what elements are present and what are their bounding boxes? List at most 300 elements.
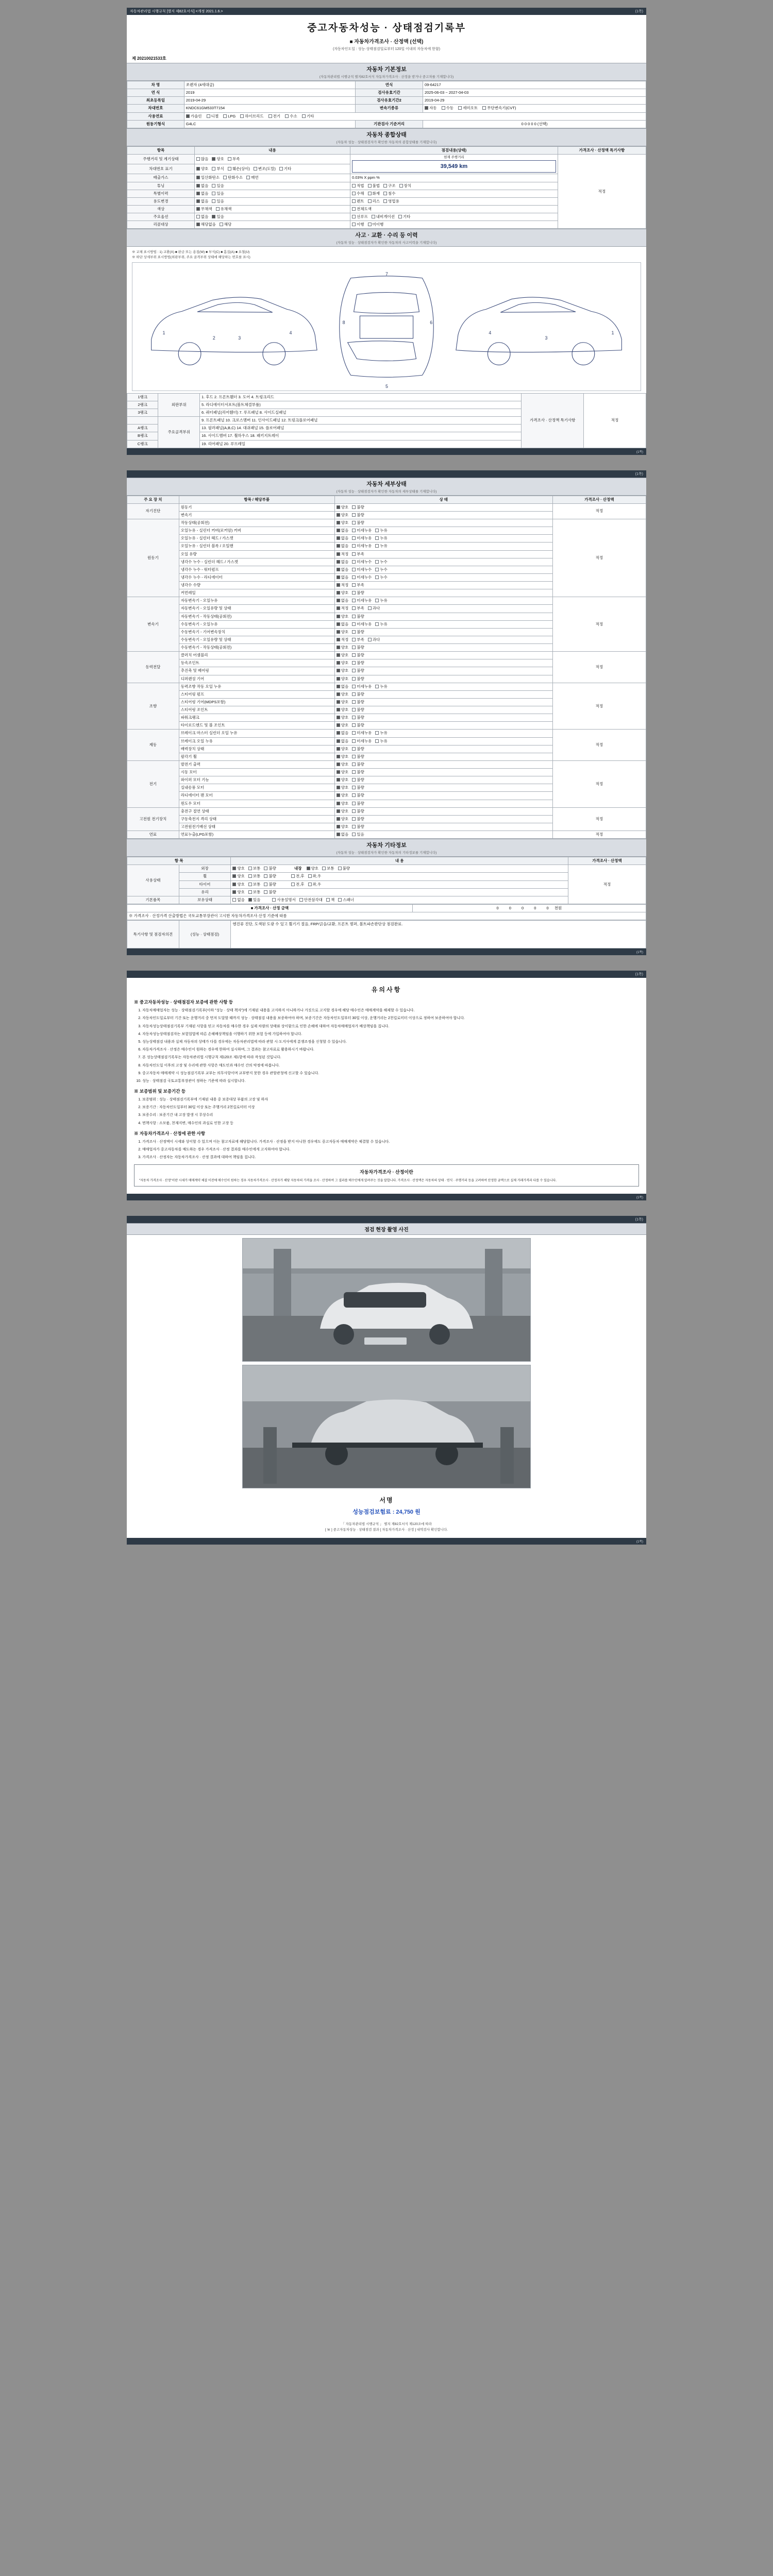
checkbox-icon[interactable]	[375, 575, 379, 579]
checkbox-icon[interactable]	[352, 817, 356, 821]
checkbox-icon[interactable]	[352, 747, 356, 751]
detail-option[interactable]	[352, 809, 364, 814]
detail-option[interactable]	[375, 567, 388, 572]
detail-state[interactable]	[334, 792, 552, 800]
detail-state[interactable]	[334, 760, 552, 768]
checkbox-icon[interactable]	[352, 677, 356, 681]
other-value-equipment[interactable]: 없음 있음 사용설명서 안전삼각대 잭 스패너	[231, 896, 568, 904]
table-row	[127, 760, 646, 768]
detail-option[interactable]	[352, 536, 372, 541]
checkbox-icon[interactable]	[352, 505, 356, 509]
detail-option[interactable]	[337, 715, 349, 720]
detail-state[interactable]	[334, 589, 552, 597]
row-recall-detail[interactable]: 이행 미이행	[350, 221, 558, 229]
detail-option[interactable]	[375, 536, 388, 541]
checkbox-icon[interactable]	[337, 825, 340, 828]
detail-state[interactable]	[334, 714, 552, 722]
detail-state[interactable]	[334, 823, 552, 831]
detail-option[interactable]	[352, 747, 364, 752]
detail-option[interactable]	[352, 684, 372, 689]
checkbox-icon[interactable]	[337, 646, 340, 649]
detail-state[interactable]	[334, 722, 552, 730]
detail-option[interactable]	[375, 575, 388, 580]
checkbox-icon[interactable]	[337, 778, 340, 782]
checkbox-icon[interactable]	[352, 802, 356, 805]
detail-option[interactable]	[337, 707, 349, 713]
checkbox-icon[interactable]	[352, 615, 356, 618]
opt-trans-semi[interactable]: 세미오토	[458, 106, 478, 111]
row-options-detail[interactable]: 선루프 내비게이션 기타	[350, 213, 558, 221]
row-tuning-content[interactable]: 없음 있음	[194, 182, 350, 190]
detail-option[interactable]	[375, 544, 388, 549]
price-header: ■ 가격조사 · 산정 금액	[127, 904, 413, 912]
checkbox-icon[interactable]	[352, 669, 356, 672]
detail-option[interactable]	[352, 707, 364, 713]
opt-fuel-hydrogen[interactable]: 수소	[285, 114, 297, 119]
checkbox-icon[interactable]	[337, 770, 340, 774]
detail-option-label: 있음	[357, 832, 364, 837]
detail-option[interactable]	[337, 731, 349, 736]
detail-option[interactable]	[337, 692, 349, 697]
checkbox-icon[interactable]	[352, 583, 356, 587]
detail-option[interactable]	[352, 575, 372, 580]
detail-option[interactable]	[375, 622, 388, 627]
checkbox-icon[interactable]	[337, 809, 340, 813]
frame-part-title: 주요골격부위	[158, 417, 200, 448]
row-usechange-detail[interactable]: 렌트 리스 영업용	[350, 197, 558, 205]
detail-option[interactable]	[352, 754, 364, 759]
detail-option[interactable]	[337, 614, 349, 619]
detail-state[interactable]	[334, 737, 552, 745]
checkbox-icon[interactable]	[352, 685, 356, 688]
checkbox-icon[interactable]	[337, 630, 340, 634]
checkbox-icon[interactable]	[368, 638, 372, 641]
detail-option[interactable]	[352, 560, 372, 565]
checkbox-icon[interactable]	[352, 692, 356, 696]
checkbox-icon[interactable]	[337, 747, 340, 751]
detail-option[interactable]	[337, 660, 349, 666]
detail-state[interactable]	[334, 807, 552, 815]
detail-option[interactable]	[352, 520, 364, 526]
checkbox-icon[interactable]	[352, 793, 356, 797]
checkbox-icon[interactable]	[352, 568, 356, 571]
detail-state[interactable]	[334, 543, 552, 550]
detail-option[interactable]	[337, 777, 349, 783]
opt-fuel-gasoline[interactable]: 가솔린	[186, 114, 202, 119]
detail-option[interactable]	[352, 731, 372, 736]
detail-state[interactable]	[334, 769, 552, 776]
detail-option[interactable]	[368, 606, 380, 611]
detail-option[interactable]	[337, 824, 349, 829]
checkbox-icon[interactable]	[352, 739, 356, 743]
detail-state[interactable]	[334, 776, 552, 784]
opt-fuel-electric[interactable]: 전기	[268, 114, 281, 119]
checkbox-icon[interactable]	[375, 560, 379, 564]
checkbox-icon[interactable]	[352, 700, 356, 704]
checkbox-icon[interactable]	[352, 723, 356, 727]
detail-option[interactable]	[337, 700, 349, 705]
checkbox-icon[interactable]	[375, 568, 379, 571]
checkbox-icon[interactable]	[352, 661, 356, 665]
detail-option[interactable]	[337, 583, 349, 588]
opt-fuel-lpg[interactable]: LPG	[223, 114, 236, 119]
detail-state[interactable]	[334, 644, 552, 652]
checkbox-icon[interactable]	[352, 755, 356, 758]
detail-option-label: 불량	[357, 645, 364, 650]
checkbox-icon[interactable]	[352, 786, 356, 789]
detail-option[interactable]	[352, 777, 364, 783]
detail-option[interactable]	[337, 793, 349, 798]
checkbox-icon[interactable]	[352, 653, 356, 657]
detail-option[interactable]	[337, 606, 349, 611]
detail-option[interactable]	[375, 684, 388, 689]
row-color-label: 색상	[127, 205, 195, 213]
car-diagram[interactable]	[132, 262, 641, 391]
detail-state[interactable]	[334, 582, 552, 589]
checkbox-icon[interactable]	[337, 833, 340, 836]
detail-option[interactable]	[352, 715, 364, 720]
detail-option[interactable]	[352, 513, 364, 518]
detail-state[interactable]	[334, 511, 552, 519]
detail-option[interactable]	[352, 817, 364, 822]
detail-option[interactable]	[337, 817, 349, 822]
label-insp-period: 검사유효기간	[356, 89, 423, 97]
checkbox-icon[interactable]	[352, 575, 356, 579]
checkbox-icon[interactable]	[337, 786, 340, 789]
checkbox-icon[interactable]	[337, 591, 340, 595]
detail-state[interactable]	[334, 527, 552, 535]
detail-option[interactable]	[337, 770, 349, 775]
checkbox-icon[interactable]	[337, 669, 340, 672]
detail-option[interactable]	[352, 723, 364, 728]
detail-option[interactable]	[337, 520, 349, 526]
checkbox-icon[interactable]	[352, 630, 356, 634]
checkbox-icon[interactable]	[375, 685, 379, 688]
detail-option[interactable]	[352, 637, 364, 642]
detail-option[interactable]	[368, 637, 380, 642]
checkbox-icon[interactable]	[337, 731, 340, 735]
detail-option-label: 양호	[341, 660, 349, 666]
row-emission-content[interactable]: 일산화탄소 탄화수소 매연	[194, 174, 350, 182]
detail-option[interactable]	[352, 793, 364, 798]
other-value-glass[interactable]: 양호 보통 불량	[231, 888, 568, 896]
detail-option[interactable]	[337, 552, 349, 557]
detail-state[interactable]	[334, 730, 552, 737]
checkbox-icon[interactable]	[375, 622, 379, 626]
detail-option[interactable]	[337, 832, 349, 837]
detail-state[interactable]	[334, 503, 552, 511]
row-color-content[interactable]: 무채색 유채색	[194, 205, 350, 213]
detail-option[interactable]	[337, 536, 349, 541]
opt-trans-auto[interactable]: 자동	[425, 106, 437, 111]
checkbox-icon[interactable]	[337, 575, 340, 579]
detail-option[interactable]	[352, 653, 364, 658]
detail-option[interactable]	[337, 809, 349, 814]
checkbox-icon[interactable]	[375, 544, 379, 548]
value-fuel	[184, 112, 646, 120]
detail-option[interactable]	[337, 560, 349, 565]
opt-trans-manual[interactable]: 수동	[442, 106, 454, 111]
checkbox-icon[interactable]	[337, 685, 340, 688]
detail-option[interactable]	[352, 622, 372, 627]
detail-option[interactable]	[352, 598, 372, 603]
detail-option[interactable]	[352, 660, 364, 666]
checkbox-icon[interactable]	[337, 599, 340, 602]
row-options-content[interactable]: 없음 있음	[194, 213, 350, 221]
detail-option[interactable]	[337, 723, 349, 728]
checkbox-icon[interactable]	[352, 731, 356, 735]
detail-option[interactable]	[352, 676, 364, 682]
detail-option[interactable]	[352, 801, 364, 806]
detail-option[interactable]	[352, 700, 364, 705]
checkbox-icon[interactable]	[352, 560, 356, 564]
checkbox-icon[interactable]	[352, 536, 356, 540]
detail-option[interactable]	[337, 653, 349, 658]
checkbox-icon[interactable]	[352, 825, 356, 828]
detail-option[interactable]	[337, 513, 349, 518]
detail-state[interactable]	[334, 675, 552, 683]
detail-option[interactable]	[352, 692, 364, 697]
detail-part: 디퍼렌셜 기어	[179, 675, 334, 683]
detail-option[interactable]	[337, 575, 349, 580]
page-subtitle-note: (자동차인도일 : 성능·상태점검일로부터 120일 이내의 자동차에 한함)	[332, 47, 441, 51]
price-table	[127, 904, 646, 920]
detail-option[interactable]	[352, 832, 364, 837]
detail-state[interactable]	[334, 690, 552, 698]
checkbox-icon[interactable]	[352, 529, 356, 532]
opt-trans-cvt[interactable]: 무단변속기(CVT)	[482, 106, 516, 111]
detail-state[interactable]	[334, 698, 552, 706]
special-value[interactable]: 엔진류 진단, 도색된 도광 수 있고 휠기기 절음, FRP/긁음/교환, 프론트 범퍼, 볼트파손판단상 점검완료.	[231, 921, 646, 948]
detail-option[interactable]	[337, 785, 349, 790]
checkbox-icon[interactable]	[352, 521, 356, 524]
detail-state[interactable]	[334, 753, 552, 760]
row-color-detail[interactable]: 전체도색	[350, 205, 558, 213]
detail-option[interactable]	[375, 739, 388, 744]
checkbox-icon[interactable]	[352, 708, 356, 711]
checkbox-icon[interactable]	[337, 606, 340, 610]
detail-option[interactable]	[337, 637, 349, 642]
detail-option-label: 없음	[341, 832, 349, 837]
detail-option[interactable]	[352, 552, 364, 557]
detail-option[interactable]	[375, 528, 388, 533]
form-topbar-3	[127, 971, 646, 978]
detail-option[interactable]	[337, 590, 349, 596]
price-digits[interactable]	[412, 904, 646, 912]
checkbox-icon[interactable]	[337, 615, 340, 618]
checkbox-icon[interactable]	[352, 544, 356, 548]
checkbox-icon[interactable]	[337, 513, 340, 517]
detail-option[interactable]	[352, 762, 364, 767]
detail-state[interactable]	[334, 815, 552, 823]
checkbox-icon[interactable]	[352, 833, 356, 836]
detail-option[interactable]	[337, 528, 349, 533]
detail-option[interactable]	[352, 583, 364, 588]
detail-option[interactable]	[337, 801, 349, 806]
checkbox-icon[interactable]	[337, 661, 340, 665]
checkbox-icon[interactable]	[375, 599, 379, 602]
detail-state[interactable]	[334, 683, 552, 690]
detail-option[interactable]	[352, 824, 364, 829]
detail-state[interactable]	[334, 566, 552, 573]
checkbox-icon[interactable]	[337, 568, 340, 571]
detail-state[interactable]	[334, 667, 552, 675]
detail-option[interactable]	[337, 762, 349, 767]
detail-option[interactable]	[337, 747, 349, 752]
checkbox-icon[interactable]	[337, 529, 340, 532]
checkbox-icon[interactable]	[337, 723, 340, 727]
detail-state[interactable]	[334, 745, 552, 753]
detail-option[interactable]	[337, 645, 349, 650]
checkbox-icon[interactable]	[352, 606, 356, 610]
checkbox-icon[interactable]	[337, 521, 340, 524]
other-value-exterior[interactable]: 양호 보통 불량 내장 양호 보통 불량	[231, 865, 568, 873]
detail-option[interactable]	[352, 645, 364, 650]
checkbox-icon[interactable]	[375, 731, 379, 735]
checkbox-icon[interactable]	[337, 560, 340, 564]
checkbox-icon[interactable]	[368, 606, 372, 610]
svg-text:1: 1	[611, 330, 614, 335]
detail-option[interactable]	[337, 598, 349, 603]
detail-option[interactable]	[352, 544, 372, 549]
row-mileage-content[interactable]: 많음 양호 부족	[194, 154, 350, 164]
detail-option[interactable]	[337, 676, 349, 682]
checkbox-icon[interactable]	[352, 716, 356, 719]
detail-option[interactable]	[352, 785, 364, 790]
checkbox-icon[interactable]	[337, 708, 340, 711]
checkbox-icon[interactable]	[352, 638, 356, 641]
checkbox-icon[interactable]	[352, 809, 356, 813]
opt-fuel-hybrid[interactable]: 하이브리드	[240, 114, 263, 119]
checkbox-icon[interactable]	[352, 622, 356, 626]
detail-option[interactable]	[352, 505, 364, 510]
detail-option[interactable]	[337, 684, 349, 689]
detail-state[interactable]	[334, 550, 552, 558]
detail-option[interactable]	[352, 630, 364, 635]
label-transmission: 변속기종류	[356, 105, 423, 112]
checkbox-icon[interactable]	[337, 677, 340, 681]
detail-option[interactable]	[352, 770, 364, 775]
detail-state[interactable]	[334, 613, 552, 620]
detail-state[interactable]	[334, 831, 552, 839]
opt-fuel-other[interactable]: 기타	[302, 114, 314, 119]
row-history-detail[interactable]: 수해 화재 침수	[350, 190, 558, 197]
checkbox-icon[interactable]	[337, 793, 340, 797]
other-value-wheel[interactable]: 양호 보통 불량 전,후 좌,우	[231, 873, 568, 880]
detail-state[interactable]	[334, 784, 552, 792]
checkbox-icon[interactable]	[375, 536, 379, 540]
detail-option[interactable]	[337, 754, 349, 759]
detail-state[interactable]	[334, 519, 552, 527]
checkbox-icon[interactable]	[337, 755, 340, 758]
checkbox-icon[interactable]	[337, 544, 340, 548]
checkbox-icon[interactable]	[375, 739, 379, 743]
detail-option[interactable]	[337, 630, 349, 635]
checkbox-icon[interactable]	[352, 646, 356, 649]
checkbox-icon[interactable]	[337, 817, 340, 821]
checkbox-icon[interactable]	[352, 778, 356, 782]
detail-part: 스티어링 조인트	[179, 706, 334, 714]
checkbox-icon[interactable]	[337, 505, 340, 509]
detail-state[interactable]	[334, 573, 552, 581]
section-basic-sub: (자동차관리법 시행규칙 별지82호서식 자동차가격조사 · 산정을 받거나 중고차를 기재합니다)	[319, 75, 454, 79]
detail-option[interactable]	[375, 560, 388, 565]
checkbox-icon[interactable]	[337, 739, 340, 743]
detail-option[interactable]	[337, 505, 349, 510]
row-tuning-detail[interactable]: 적법 불법 구조 장치	[350, 182, 558, 190]
detail-state[interactable]	[334, 597, 552, 605]
detail-option[interactable]	[375, 731, 388, 736]
detail-option[interactable]	[337, 544, 349, 549]
detail-option-label: 누수	[380, 567, 388, 572]
checkbox-icon[interactable]	[337, 622, 340, 626]
checkbox-icon[interactable]	[352, 513, 356, 517]
detail-state[interactable]	[334, 800, 552, 807]
detail-state[interactable]	[334, 652, 552, 659]
checkbox-icon[interactable]	[352, 770, 356, 774]
checkbox-icon[interactable]	[337, 716, 340, 719]
table-row	[127, 921, 646, 948]
checkbox-icon[interactable]	[337, 552, 340, 556]
checkbox-icon[interactable]	[337, 638, 340, 641]
checkbox-icon[interactable]	[352, 762, 356, 766]
checkbox-icon[interactable]	[337, 802, 340, 805]
checkbox-icon[interactable]	[352, 591, 356, 595]
detail-state[interactable]	[334, 605, 552, 613]
opt-fuel-diesel[interactable]: 디젤	[207, 114, 219, 119]
row-history-content[interactable]: 없음 있음	[194, 190, 350, 197]
checkbox-icon[interactable]	[352, 552, 356, 556]
checkbox-icon[interactable]	[375, 529, 379, 532]
detail-state[interactable]	[334, 706, 552, 714]
checkbox-icon[interactable]	[337, 583, 340, 587]
detail-option[interactable]	[352, 606, 364, 611]
detail-option[interactable]	[352, 528, 372, 533]
detail-option[interactable]	[352, 739, 372, 744]
checkbox-icon[interactable]	[337, 700, 340, 704]
detail-option[interactable]	[352, 590, 364, 596]
other-item-glass: 유리	[179, 888, 231, 896]
detail-option[interactable]	[337, 739, 349, 744]
detail-state[interactable]	[334, 628, 552, 636]
detail-part: 클러치 어셈블리	[179, 652, 334, 659]
detail-state[interactable]	[334, 558, 552, 566]
detail-option[interactable]	[337, 622, 349, 627]
detail-option[interactable]	[337, 668, 349, 673]
value-insp-date: 2019-04-29	[423, 97, 646, 105]
checkbox-icon[interactable]	[337, 536, 340, 540]
detail-state[interactable]	[334, 636, 552, 643]
checkbox-icon[interactable]	[337, 692, 340, 696]
detail-option[interactable]	[375, 598, 388, 603]
checkbox-icon[interactable]	[352, 599, 356, 602]
notice-item: 9. 중고자동차 매매계약 시 성능점검기록부 교부는 의무사항이며 교부받지 못한 경우 관할관청에 신고할 수 있습니다.	[142, 1071, 639, 1076]
detail-option[interactable]	[352, 614, 364, 619]
detail-option[interactable]	[352, 567, 372, 572]
other-value-tire[interactable]: 양호 보통 불량 전,후 좌,우	[231, 880, 568, 888]
checkbox-icon[interactable]	[337, 653, 340, 657]
detail-option[interactable]	[352, 668, 364, 673]
row-vin-mark-content[interactable]: 양호 부식 훼손(상이) 변조(도말) 기타	[194, 164, 350, 174]
detail-option-label: 양호	[341, 777, 349, 783]
row-usechange-content[interactable]: 없음 있음	[194, 197, 350, 205]
detail-state[interactable]	[334, 535, 552, 543]
checkbox-icon[interactable]	[337, 762, 340, 766]
detail-state[interactable]	[334, 620, 552, 628]
detail-state[interactable]	[334, 659, 552, 667]
detail-option[interactable]	[337, 567, 349, 572]
row-recall-content[interactable]: 해당없음 해당	[194, 221, 350, 229]
